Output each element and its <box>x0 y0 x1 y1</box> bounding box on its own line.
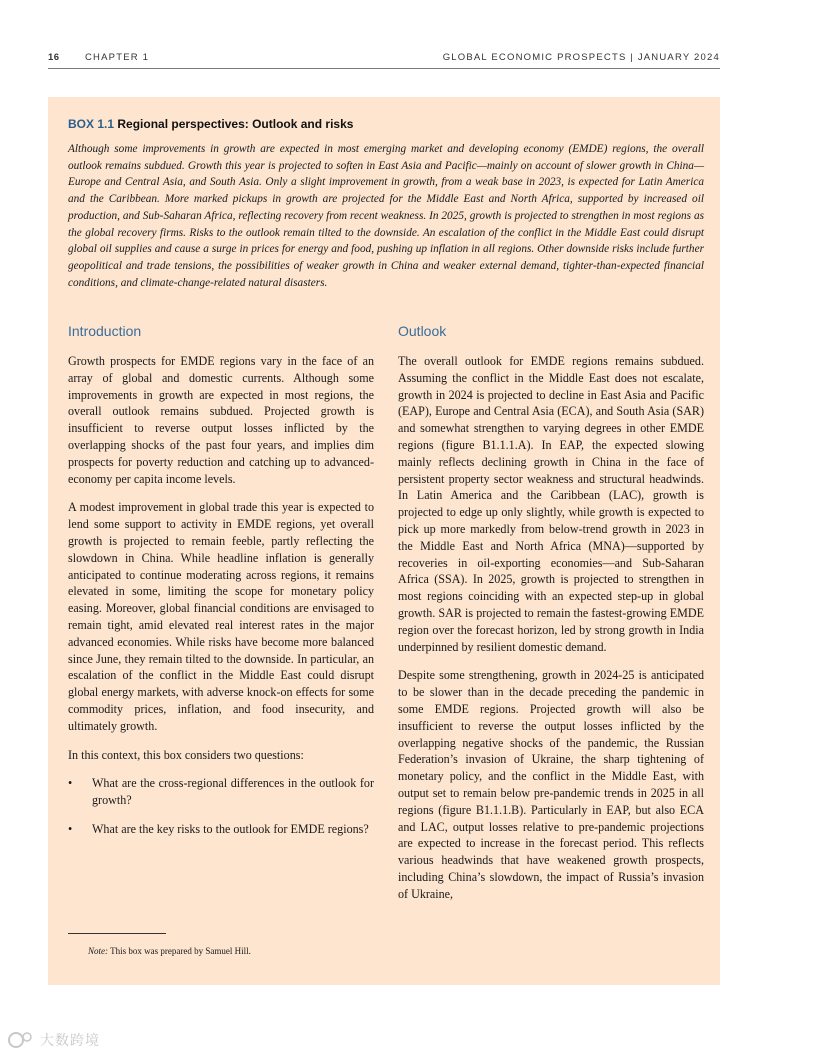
box-label: BOX 1.1 <box>68 117 115 131</box>
box-panel <box>48 97 720 985</box>
box-summary: Although some improvements in growth are expected in most emerging market and developing economy (EMDE) regions, the overall outlook remains subdued. Growth this year is projected to soften in East Asia and Pacific—mainly on account of slower growth in China—Europe and Central Asia, and South Asia. Only a slight improvement in growth, from a weak base in 2023, is expected for Latin America and the Caribbean. More marked pickups in growth are projected for the Middle East and North Africa, supported by increased oil production, and Sub-Saharan Africa, reflecting recovery from recent weakness. In 2025, growth is projected to strengthen in most regions as the global recovery firms. Risks to the outlook remain tilted to the downside. An escalation of the conflict in the Middle East could disrupt global oil supplies and cause a surge in prices for energy and food, pushing up inflation in all regions. Other downside risks include further geopolitical and trade tensions, the possibilities of weaker growth in China and weaker external demand, tighter-than-expected financial conditions, and climate-change-related natural disasters. <box>68 143 704 289</box>
running-header <box>48 52 720 68</box>
question-text: What are the cross-regional differences in the outlook for growth? <box>92 776 374 808</box>
watermark-text: 大数跨境 <box>40 1033 100 1049</box>
watermark <box>6 1028 116 1052</box>
footnote-rule <box>68 933 166 934</box>
chapter-label: CHAPTER 1 <box>85 52 150 63</box>
questions-list <box>68 775 374 837</box>
question-item <box>68 821 374 838</box>
right-column <box>398 323 704 915</box>
header-rule <box>48 68 720 69</box>
footnote <box>88 945 368 957</box>
box-title <box>68 117 708 131</box>
outlook-paragraph-2: Despite some strengthening, growth in 2024-25 is anticipated to be slower than in the decade preceding the pandemic in some EMDE regions. Projected growth will also be insufficient to reverse the output losses inflicted by the overlapping negative shocks of the pandemic, the Russian Federation’s invasion of Ukraine, the sharp tightening of monetary policy, and the conflict in the Middle East, with output set to remain below pre-pandemic trends in 2025 in all regions (figure B1.1.1.B). Particularly in EAP, but also ECA and LAC, output losses relative to pre-pandemic projections are expected to increase in the forecast period. This reflects various headwinds that have weakened growth prospects, including China’s slowdown, the impact of Russia’s invasion of Ukraine, <box>398 668 704 901</box>
footnote-label: Note: <box>88 946 108 956</box>
bullet-icon: • <box>68 776 73 791</box>
watermark-logo-icon <box>6 1030 36 1050</box>
introduction-heading: Introduction <box>68 323 142 339</box>
outlook-paragraph-1: The overall outlook for EMDE regions remains subdued. Assuming the conflict in the Middle East does not escalate, growth in 2024 is projected to decline in East Asia and Pacific (EAP), Europe and Central Asia (ECA), and South Asia (SAR) and somewhat strengthen to varying degrees in other EMDE regions (figure B1.1.1.A). In EAP, the expected slowing mainly reflects declining growth in China in the face of persistent property sector weakness and structural headwinds. In Latin America and the Caribbean (LAC), growth is projected to edge up only slightly, while growth is expected to pick up more markedly from below-trend growth in 2023 in the Middle East and North Africa (MNA)—supported by recoveries in oil-exporting economies—and Sub-Saharan Africa (SSA). In 2025, growth is projected to strengthen in most regions coinciding with an expected step-up in global growth. SAR is projected to remain the fastest-growing EMDE region over the forecast horizon, led by strong growth in India underpinned by resilient domestic demand. <box>398 354 704 654</box>
introduction-paragraph-3: In this context, this box considers two questions: <box>68 747 304 762</box>
introduction-paragraph-1: Growth prospects for EMDE regions vary in the face of an array of global and domestic currents. Although some improvements in growth are expected in most regions, the overall outlook remains subdued. Projected growth is insufficient to reverse output losses inflicted by the overlapping shocks of the past four years, and implies dim prospects for poverty reduction and catching up to advanced-economy per capita income levels. <box>68 354 374 486</box>
box-title-text: Regional perspectives: Outlook and risks <box>117 117 354 131</box>
left-column <box>68 323 374 850</box>
introduction-paragraph-2: A modest improvement in global trade this year is expected to lend some support to activity in EMDE regions, yet overall growth is projected to remain feeble, partly reflecting the slowdown in China. While headline inflation is generally anticipated to continue moderating across regions, it remains elevated in some, limiting the scope for monetary policy easing. Moreover, global financial conditions are envisaged to remain tight, amid elevated real interest rates in the major advanced economies. While risks have become more balanced since June, they remain tilted to the downside. In particular, an escalation of the conflict in the Middle East could disrupt global energy markets, with adverse knock-on effects for some commodity prices, inflation, and food insecurity, and ultimately growth. <box>68 500 374 733</box>
page-number: 16 <box>48 52 60 63</box>
question-item <box>68 775 374 809</box>
question-text: What are the key risks to the outlook for EMDE regions? <box>92 821 369 836</box>
outlook-heading: Outlook <box>398 323 447 339</box>
footnote-text: This box was prepared by Samuel Hill. <box>110 946 251 956</box>
bullet-icon: • <box>68 821 73 836</box>
publication-title: GLOBAL ECONOMIC PROSPECTS | JANUARY 2024 <box>442 52 720 63</box>
